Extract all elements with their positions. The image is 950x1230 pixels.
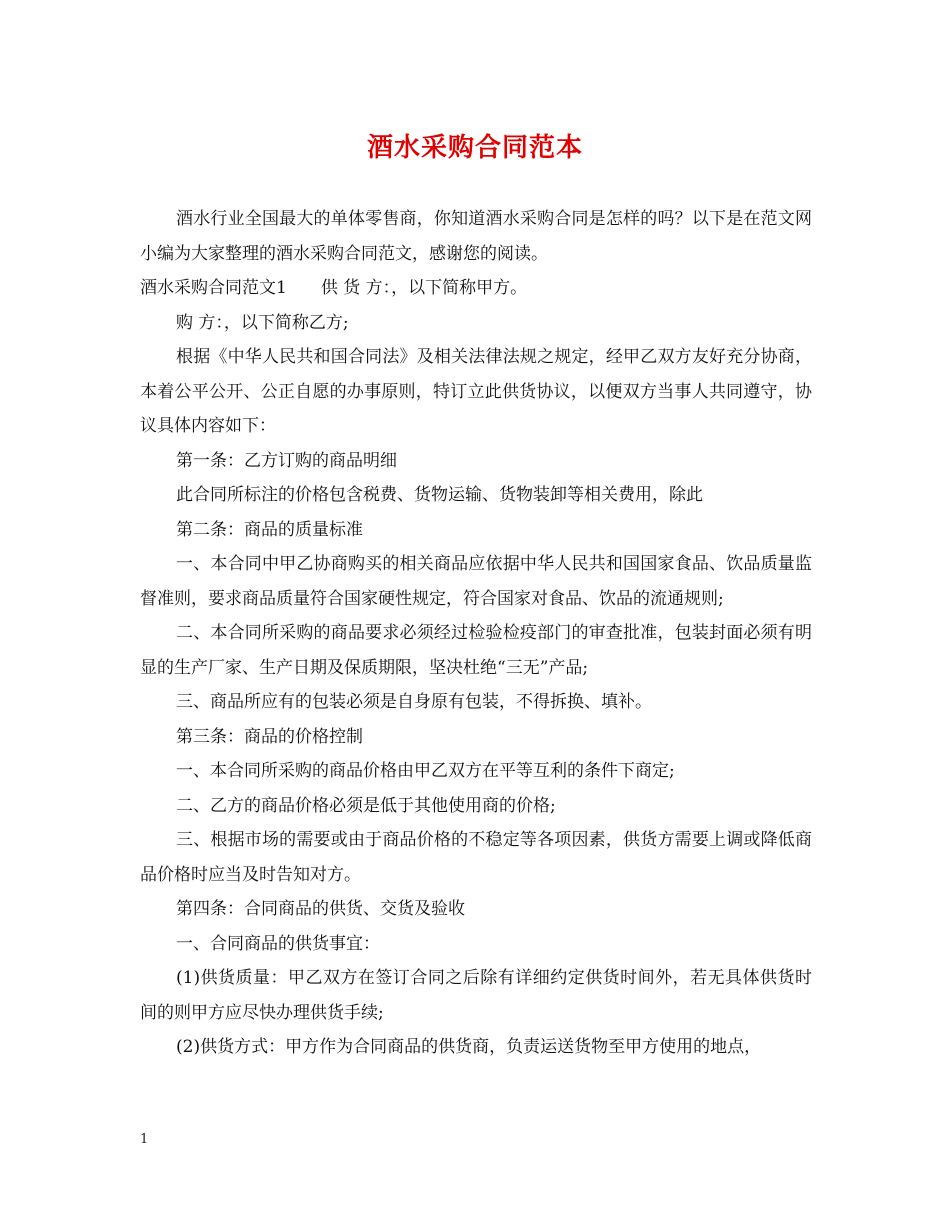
paragraph: 一、本合同中甲乙协商购买的相关商品应依据中华人民共和国国家食品、饮品质量监督准则，要求商品质量符合国家硬性规定，符合国家对食品、饮品的流通规则; xyxy=(140,554,812,609)
page-number: 1 xyxy=(140,1132,149,1147)
paragraph: 一、合同商品的供货事宜： xyxy=(176,933,380,954)
paragraph: 此合同所标注的价格包含税费、货物运输、货物装卸等相关费用，除此 xyxy=(176,485,703,505)
paragraph: 三、商品所应有的包装必须是自身原有包装，不得拆换、填补。 xyxy=(176,692,652,712)
paragraph: 购 方：，以下简称乙方; xyxy=(176,312,349,333)
paragraph: (2)供货方式：甲方作为合同商品的供货商，负责运送货物至甲方使用的地点， xyxy=(176,1037,762,1057)
paragraph: 三、根据市场的需要或由于商品价格的不稳定等各项因素，供货方需要上调或降低商品价格时应当及时告知对方。 xyxy=(140,830,812,885)
paragraph: 第二条：商品的质量标准 xyxy=(176,519,363,540)
paragraph: (1)供货质量：甲乙双方在签订合同之后除有详细约定供货时间外，若无具体供货时间的则甲方应尽快办理供货手续; xyxy=(140,968,812,1023)
paragraph: 第一条：乙方订购的商品明细 xyxy=(176,450,397,471)
paragraph: 酒水采购合同范文1 供 货 方：，以下简称甲方。 xyxy=(140,278,528,298)
paragraph: 第三条：商品的价格控制 xyxy=(176,726,363,747)
paragraph: 二、乙方的商品价格必须是低于其他使用商的价格; xyxy=(176,795,556,816)
paragraph: 第四条：合同商品的供货、交货及验收 xyxy=(176,899,465,919)
paragraph: 一、本合同所采购的商品价格由甲乙双方在平等互利的条件下商定; xyxy=(176,761,675,781)
document-title: 酒水采购合同范本 xyxy=(366,133,583,163)
paragraph: 根据《中华人民共和国合同法》及相关法律法规之规定，经甲乙双方友好充分协商，本着公平公开、公正自愿的办事原则，特订立此供货协议，以便双方当事人共同遵守，协议具体内容如下： xyxy=(140,347,812,436)
paragraph: 二、本合同所采购的商品要求必须经过检验检疫部门的审查批准，包装封面必须有明显的生产厂家、生产日期及保质期限，坚决杜绝“三无”产品; xyxy=(140,623,812,678)
document-body xyxy=(140,202,812,1065)
paragraph: 酒水行业全国最大的单体零售商，你知道酒水采购合同是怎样的吗？以下是在范文网小编为大家整理的酒水采购合同范文，感谢您的阅读。 xyxy=(140,209,812,264)
